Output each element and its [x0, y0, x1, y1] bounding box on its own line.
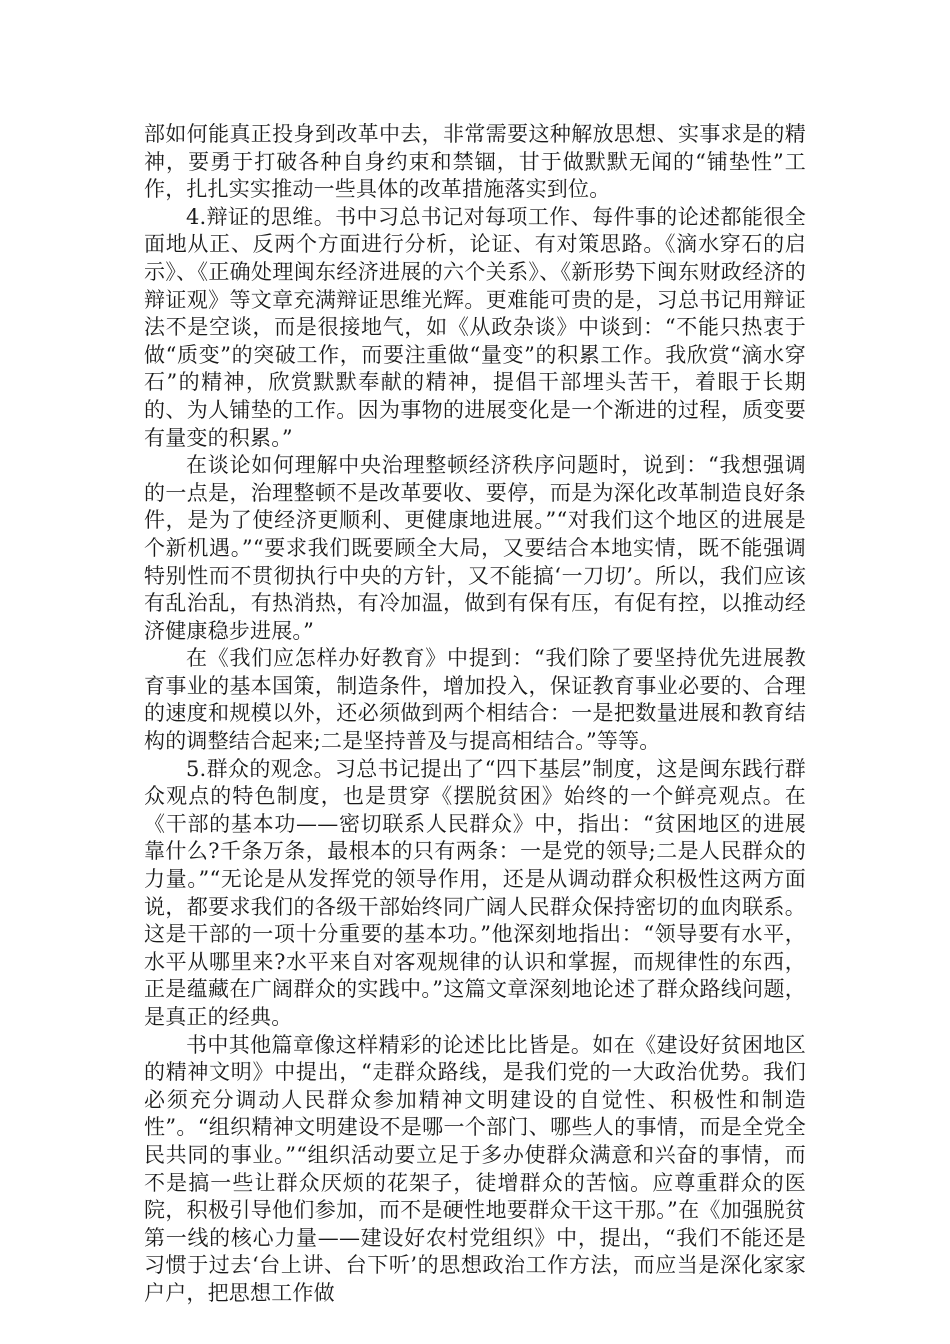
paragraph-education: 在《我们应怎样办好教育》中提到：“我们除了要坚持优先进展教育事业的基本国策，制造条件，增加投入，保证教育事业必要的、合理的速度和规模以外，还必须做到两个相结合：一是把数量进展和教育结构的调整结合起来;二是坚持普及与提高相结合。”等等。: [144, 646, 806, 754]
paragraph-economic-order: 在谈论如何理解中央治理整顿经济秩序问题时，说到：“我想强调的一点是，治理整顿不是改革要收、要停，而是为深化改革制造良好条件，是为了使经济更顺利、更健康地进展。”“对我们这个地区的进展是个新机遇。”“要求我们既要顾全大局，又要结合本地实情，既不能强调特别性而不贯彻执行中央的方针，又不能搞‘一刀切’。所以，我们应该有乱治乱，有热消热，有冷加温，做到有保有压，有促有控，以推动经济健康稳步进展。”: [144, 453, 806, 643]
document-page: [144, 121, 806, 1308]
paragraph-continuation: 部如何能真正投身到改革中去，非常需要这种解放思想、实事求是的精神，要勇于打破各种自身约束和禁锢，甘于做默默无闻的“铺垫性”工作，扎扎实实推动一些具体的改革措施落实到位。: [144, 122, 806, 202]
paragraph-other-chapters: 书中其他篇章像这样精彩的论述比比皆是。如在《建设好贫困地区的精神文明》中提出，“走群众路线，是我们党的一大政治优势。我们必须充分调动人民群众参加精神文明建设的自觉性、积极性和制造性”。“组织精神文明建设不是哪一个部门、哪些人的事情，而是全党全民共同的事业。”“组织活动要立足于多办使群众满意和兴奋的事情，而不是搞一些让群众厌烦的花架子，徒增群众的苦恼。应尊重群众的医院，积极引导他们参加，而不是硬性地要群众干这干那。”在《加强脱贫第一线的核心力量——建设好农村党组织》中，提出，“我们不能还是习惯于过去‘台上讲、台下听’的思想政治工作方法，而应当是深化家家户户，把思想工作做: [144, 1032, 806, 1305]
paragraph-mass-viewpoint: 5.群众的观念。习总书记提出了“四下基层”制度，这是闽东践行群众观点的特色制度，也是贯穿《摆脱贫困》始终的一个鲜亮观点。在《干部的基本功——密切联系人民群众》中，指出：“贫困地区的进展靠什么?千条万条，最根本的只有两条：一是党的领导;二是人民群众的力量。”“无论是从发挥党的领导作用，还是从调动群众积极性这两方面说，都要求我们的各级干部始终同广阔人民群众保持密切的血肉联系。这是干部的一项十分重要的基本功。”他深刻地指出：“领导要有水平，水平从哪里来?水平来自对客观规律的认识和掌握，而规律性的东西，正是蕴藏在广阔群众的实践中。”这篇文章深刻地论述了群众路线问题，是真正的经典。: [144, 756, 806, 1029]
paragraph-dialectical-thinking: 4.辩证的思维。书中习总书记对每项工作、每件事的论述都能很全面地从正、反两个方面进行分析，论证、有对策思路。《滴水穿石的启示》、《正确处理闽东经济进展的六个关系》、《新形势下闽东财政经济的辩证观》等文章充满辩证思维光辉。更难能可贵的是，习总书记用辩证法不是空谈，而是很接地气，如《从政杂谈》中谈到：“不能只热衷于做“质变”的突破工作，而要注重做“量变”的积累工作。我欣赏“滴水穿石”的精神，欣赏默默奉献的精神，提倡干部埋头苦干，着眼于长期的、为人铺垫的工作。因为事物的进展变化是一个渐进的过程，质变要有量变的积累。”: [144, 204, 806, 450]
